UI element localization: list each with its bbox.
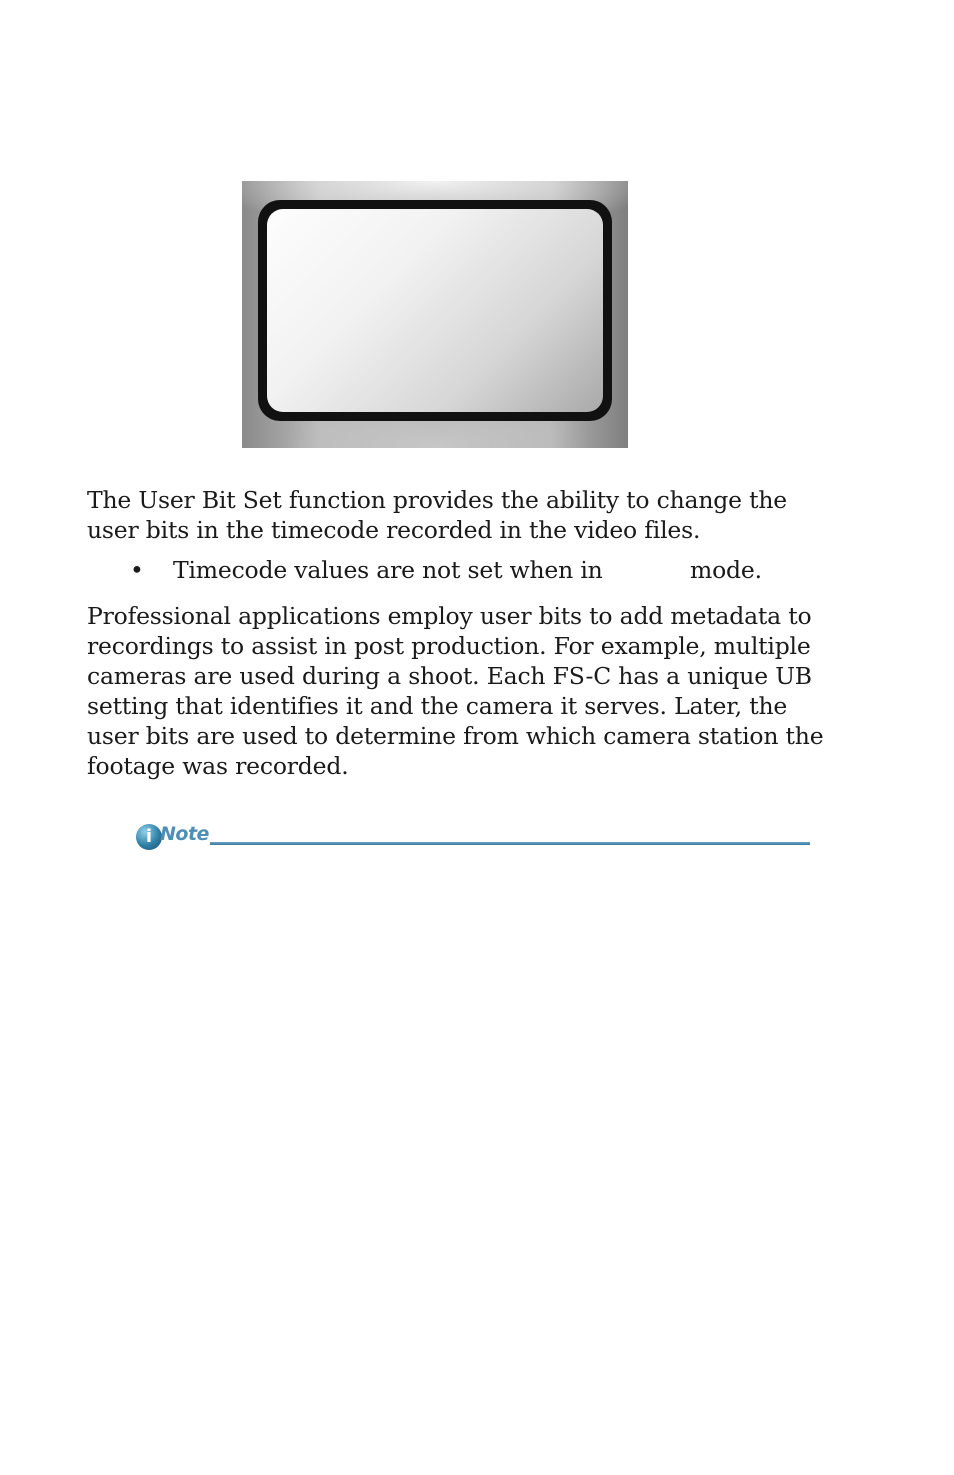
- lcd-bezel: [258, 200, 612, 421]
- note-header: [136, 820, 810, 852]
- lcd-screen: [267, 209, 603, 412]
- note-divider: [210, 842, 810, 845]
- intro-paragraph: The User Bit Set function provides the ability to change the user bits in the timecode recorded in the video files.: [87, 486, 787, 544]
- lcd-display-illustration: [242, 181, 628, 448]
- bullet-item: [130, 555, 830, 585]
- bullet-marker: •: [130, 556, 144, 584]
- info-note-icon: i: [136, 824, 162, 850]
- body-paragraph: Professional applications employ user bits to add metadata to recordings to assist in post production. For example, multiple cameras are used during a shoot. Each FS-C has a unique UB setting that identifies it and the camera it serves. Later, the user bits are used to determine from which camera station the footage was recorded.: [87, 602, 824, 780]
- bullet-text: Timecode values are not set when in: [173, 556, 603, 584]
- note-label: Note: [160, 823, 209, 845]
- bullet-text-tail: mode.: [690, 556, 762, 584]
